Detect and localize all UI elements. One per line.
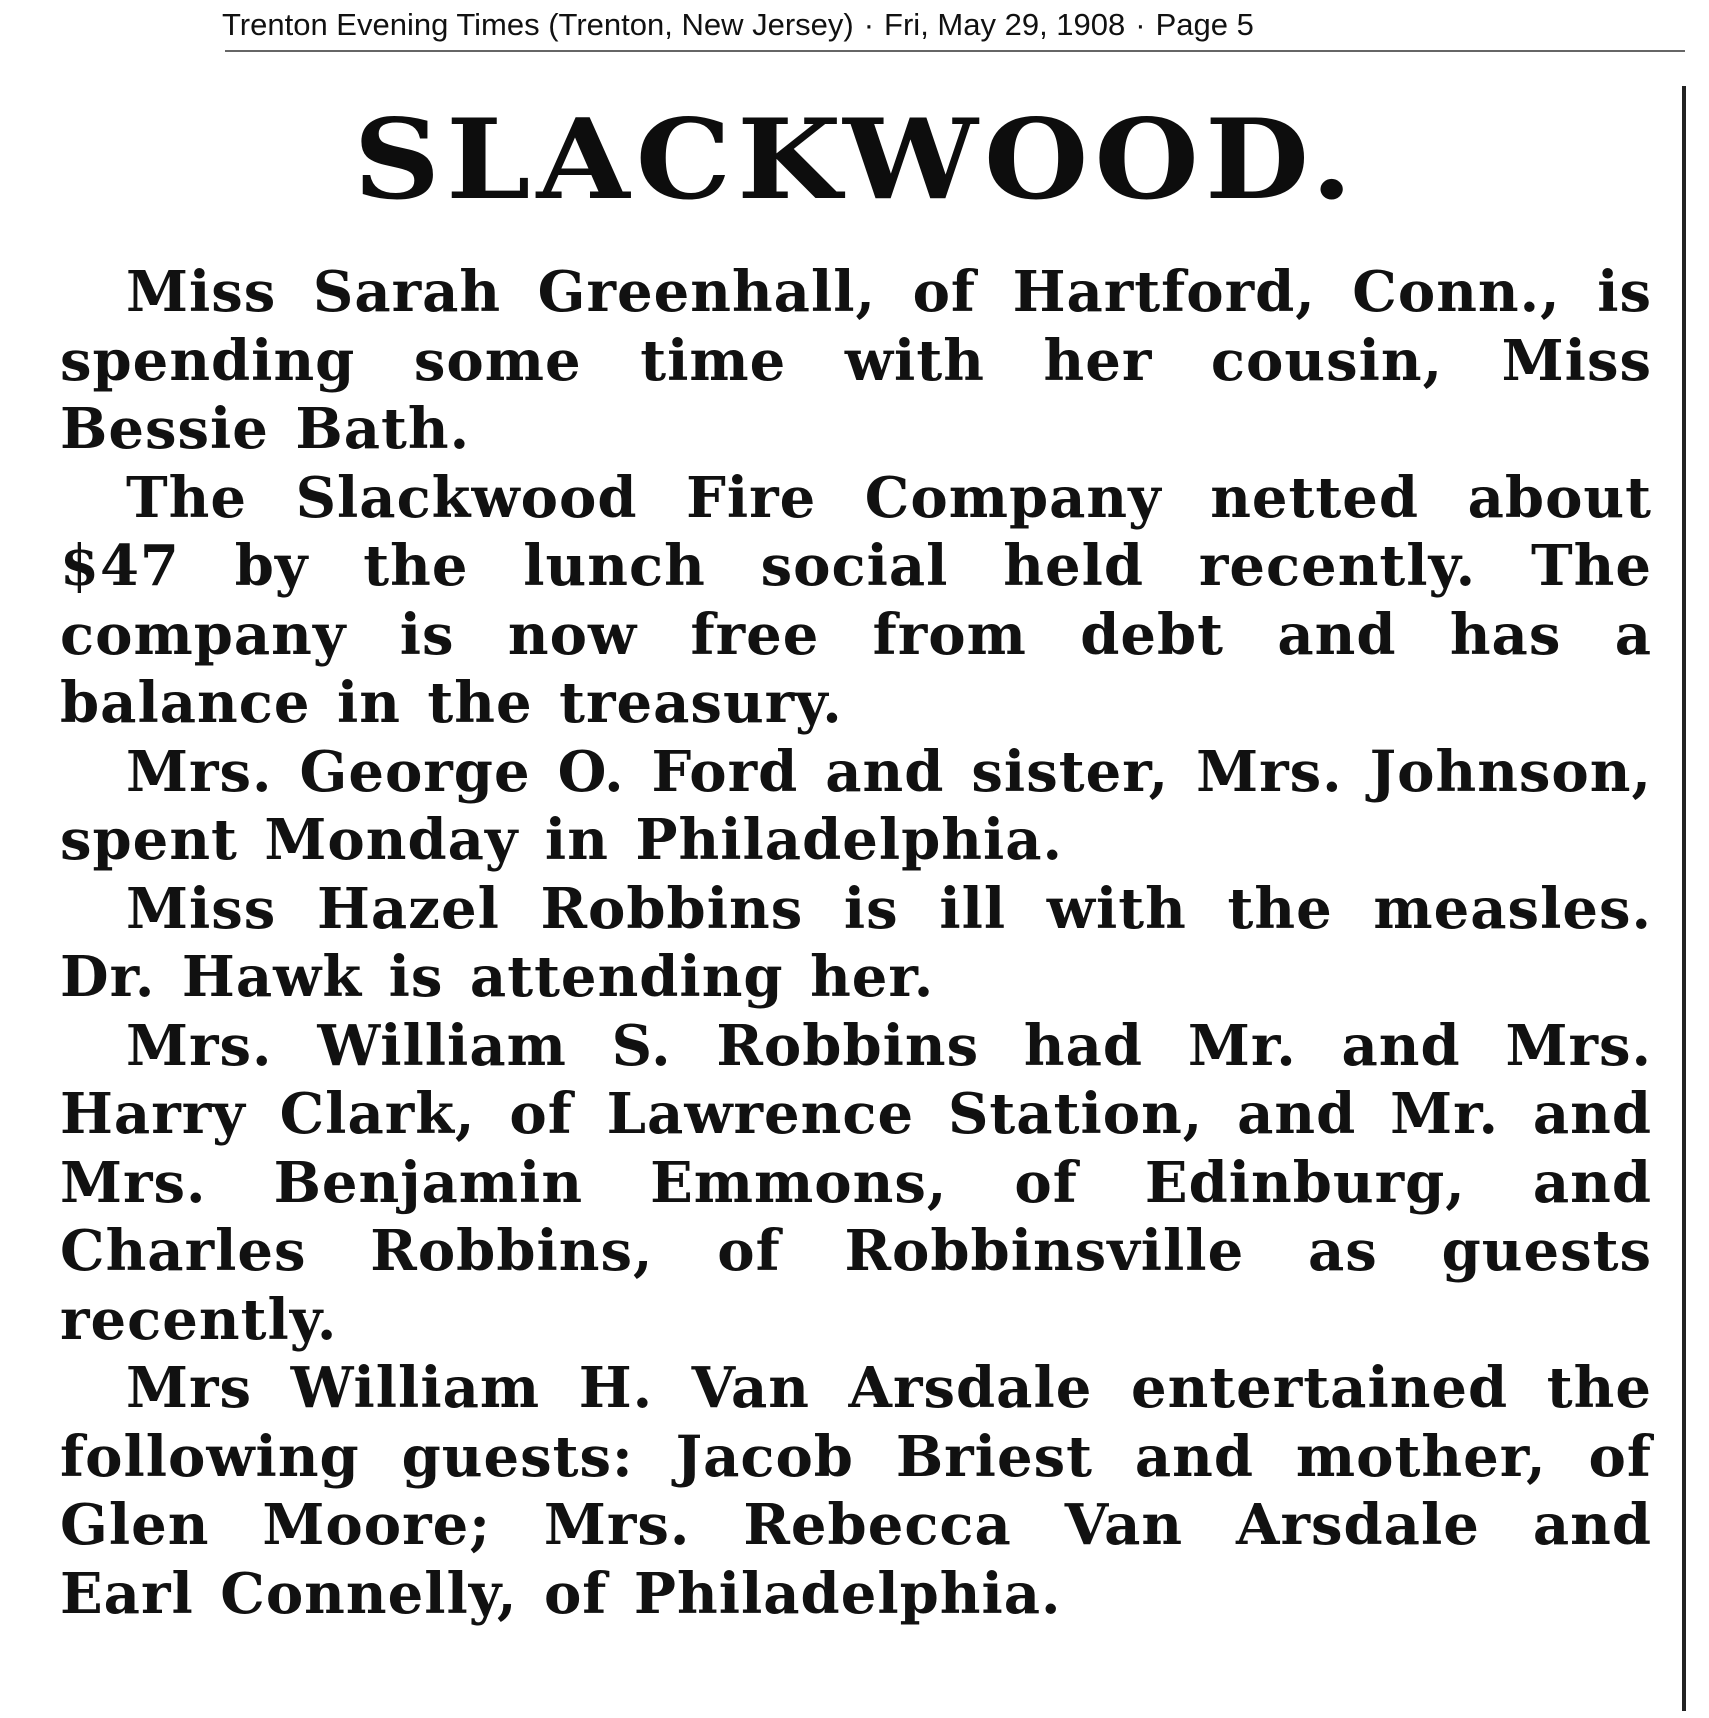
column-rule <box>1682 86 1686 1711</box>
publication-date: Fri, May 29, 1908 <box>884 7 1126 42</box>
article-paragraph: Mrs William H. Van Arsdale entertained the following guests: Jacob Briest and mother, of Glen Moore; Mrs. Rebecca Van Arsdale and Earl Connelly, of Philadelphia. <box>60 1355 1652 1627</box>
citation-separator: · <box>863 7 875 42</box>
header-divider <box>225 50 1685 52</box>
source-citation <box>0 6 1709 44</box>
article-paragraph: The Slackwood Fire Company netted about $47 by the lunch social held recently. The company is now free from debt and has a balance in the treasury. <box>60 464 1652 736</box>
article-body <box>60 258 1652 1628</box>
article-paragraph: Mrs. George O. Ford and sister, Mrs. Johnson, spent Monday in Philadelphia. <box>60 738 1652 873</box>
article-paragraph: Miss Hazel Robbins is ill with the measles. Dr. Hawk is attending her. <box>60 875 1652 1010</box>
citation-separator: · <box>1135 7 1146 42</box>
article-headline: SLACKWOOD. <box>353 95 1359 225</box>
newspaper-name: Trenton Evening Times (Trenton, New Jersey) <box>222 7 854 42</box>
page-number: Page 5 <box>1155 7 1254 42</box>
newspaper-clipping <box>60 86 1652 1706</box>
article-paragraph: Miss Sarah Greenhall, of Hartford, Conn., is spending some time with her cousin, Miss Bessie Bath. <box>60 259 1652 462</box>
article-paragraph: Mrs. William S. Robbins had Mr. and Mrs. Harry Clark, of Lawrence Station, and Mr. and Mrs. Benjamin Emmons, of Edinburg, and Charles Robbins, of Robbinsville as guests recently. <box>60 1012 1652 1353</box>
